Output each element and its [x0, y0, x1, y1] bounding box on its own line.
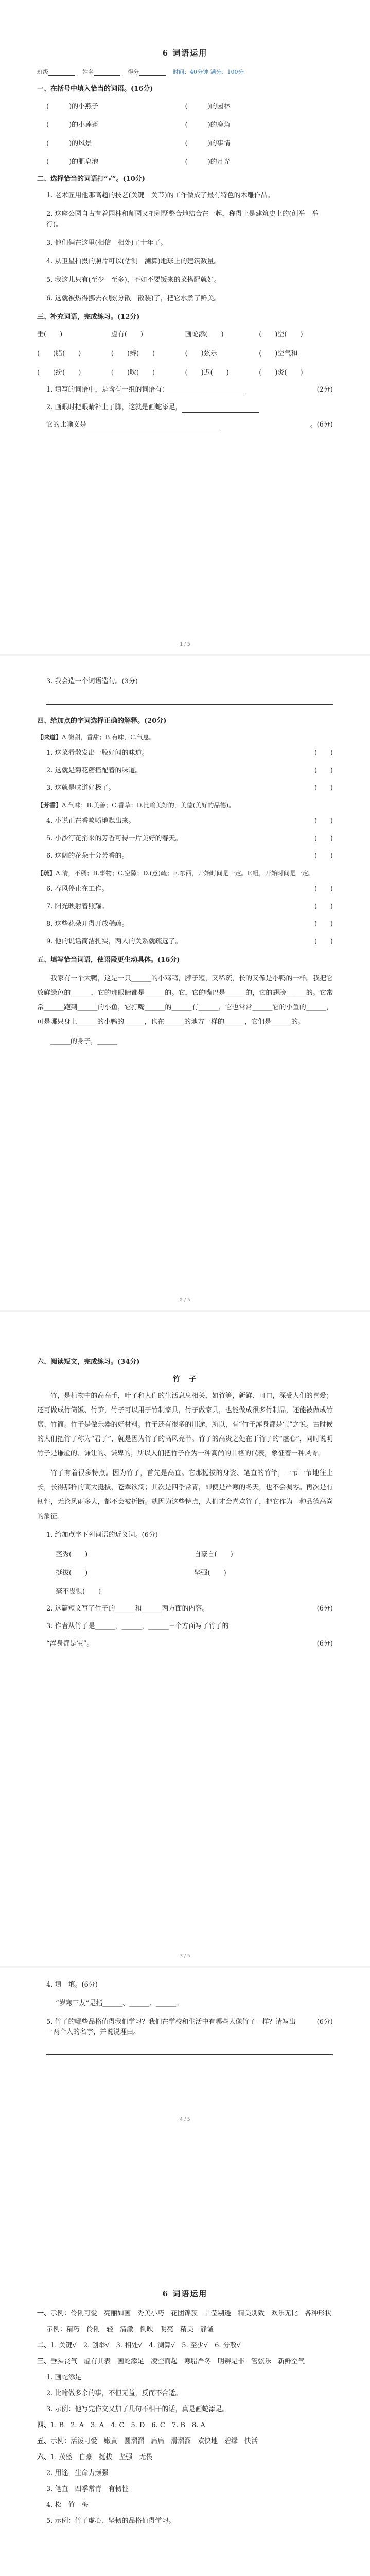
- question-6-4b[interactable]: “岁寒三友”是指______、______、______。: [56, 1999, 183, 2007]
- definition-item[interactable]: 4. 小说正在香喷喷地飘出来。 ( ): [46, 817, 333, 825]
- question-6-5[interactable]: 5. 竹子的哪些品格值得我们学习？我们在学校和生活中有哪些人像竹子一样？请写出一两个人的名字，并说说理由。 (6分): [46, 2018, 333, 2036]
- page-number: 2 / 5: [180, 1298, 190, 1303]
- page-1: [0, 0, 370, 654]
- answer-5: 五、示例：活泼可爱 嫩黄 圆溜溜 扁扁 滑溜溜 欢快地 碧绿 快活: [37, 2437, 258, 2445]
- answer-6: 六、1. 茂盛 自豪 挺拔 坚强 无畏: [37, 2453, 153, 2461]
- question-6-2[interactable]: 2. 这篇短文写了竹子的______和______两方面的内容。 (6分): [46, 1605, 333, 1613]
- essay-paragraph[interactable]: ______的身子，______: [50, 1038, 118, 1045]
- page-number: 4 / 5: [180, 2117, 190, 2122]
- choice-item[interactable]: 6. 这就被热得挪去衣服(分散 散装)了，把它水煮了鲜美。: [46, 295, 221, 302]
- word-blank[interactable]: ( )吹( ): [111, 369, 155, 377]
- choice-item[interactable]: 4. 从卫星拍摄的照片可以(估测 测算)地球上的建筑数量。: [46, 258, 221, 265]
- section-6-heading: 六、阅读短文，完成练习。(34分): [37, 1358, 140, 1366]
- definition-box-3: 【疏】A.清，不稠；B.事物；C.空隙；D.(意)疏；E.东西，开始时间是一定。F.粗，开始时间是一定。: [37, 870, 314, 877]
- choice-item[interactable]: 2. 这座公园自古有着园林和师园又把别墅整合地结合在一起，称得上是建筑史上的(创举 举行)。: [46, 210, 319, 228]
- word-blank[interactable]: ( )弦乐: [185, 350, 217, 358]
- section-4-heading: 四、给加点的字词选择正确的解释。(20分): [37, 717, 167, 725]
- worksheet-title: 6 词语运用: [162, 48, 208, 58]
- definition-box-1: 【味道】A.微甜，香甜；B.有味，C.气息。: [37, 734, 155, 741]
- definition-item[interactable]: 2. 这就是菊花糖搭配着的味道。 ( ): [46, 767, 333, 774]
- answer-key-title: 6 词语运用: [162, 2289, 208, 2298]
- passage-title: 竹 子: [172, 1375, 198, 1383]
- answer-line[interactable]: [46, 2045, 333, 2055]
- synonym-item[interactable]: 自豪自( ): [194, 1551, 233, 1558]
- fill-item[interactable]: ( )的小莲蓬: [46, 121, 99, 129]
- fill-item[interactable]: ( )的月光: [185, 158, 231, 166]
- page-4: [0, 1968, 370, 2576]
- synonym-item[interactable]: 茎秀( ): [56, 1551, 88, 1558]
- answer-3d: 3. 示例：他写完作文又加了几句不相干的话，真是画蛇添足。: [46, 2405, 229, 2413]
- definition-item[interactable]: 6. 春风停止在工作。 ( ): [46, 885, 333, 893]
- score-field[interactable]: 得分: [128, 67, 166, 76]
- word-blank[interactable]: 垂( ): [37, 331, 63, 338]
- synonym-grid: [37, 1549, 333, 1596]
- answer-4: 四、1. B 2. A 3. A 4. C 5. D 6. C 7. B 8. A: [37, 2421, 205, 2429]
- page-2-content: [37, 676, 333, 1054]
- answer-key: [37, 2288, 333, 2532]
- page-number: 1 / 5: [180, 642, 190, 647]
- question-6-1: 1. 给加点字下列词语的近义词。(6分): [46, 1531, 158, 1539]
- definition-item[interactable]: 5. 小沙汀花捎来的芳香可得一片美好的春天。 ( ): [46, 835, 333, 842]
- fill-item[interactable]: ( )的风景: [46, 140, 92, 147]
- section-2-heading: 二、选择恰当的词语打“√”。(10分): [37, 175, 145, 183]
- definition-item[interactable]: 3. 这就是味道好极了。 ( ): [46, 784, 333, 792]
- choice-item[interactable]: 1. 老术匠用他那高超的技艺(关键 关节)的工作做成了最有特色的木雕作品。: [46, 192, 274, 199]
- section-5-heading: 五、填写恰当词语，使语段更生动具体。(16分): [37, 956, 180, 964]
- passage-paragraph: 竹子有着很多特点。因为竹子，首先是高直。它那挺拔的身姿、笔直的竹竿，一节一节地往上长，长得那样的高大挺拔、苍翠欲滴；其次是四季常青，即使是严寒的冬天，也不会凋零。再次是有韧性，无论风雨多大，都不会被折断。就因为这些特点，人们才会喜欢竹子，把它作为一种品德高尚的象征。: [37, 1469, 333, 1520]
- synonym-item[interactable]: 坚强( ): [194, 1569, 226, 1577]
- question-3-2[interactable]: 2. 画眼时把眼睛补上了脚，这就是画蛇添足，: [37, 402, 333, 413]
- word-blank[interactable]: 画蛇添( ): [185, 331, 224, 338]
- word-blank[interactable]: ( )空气和: [259, 350, 298, 358]
- question-3-2b[interactable]: 它的比喻义是 。(6分): [37, 420, 333, 430]
- page-2: [0, 656, 370, 1310]
- question-6-4: 4. 填一填。(6分): [46, 1981, 98, 1989]
- name-field[interactable]: 姓名: [82, 67, 120, 76]
- definition-item[interactable]: 8. 这些花朵开得开放稀疏。 ( ): [46, 920, 333, 928]
- definition-item[interactable]: 9. 他的说话简洁扎实，两人的关系就疏远了。 ( ): [46, 938, 333, 945]
- answer-1: 一、示例：伶俐可爱 亮丽如画 秀美小巧 花团锦簇 晶莹剔透 精美别致 欢乐无比 各种形状: [37, 2310, 332, 2317]
- class-field[interactable]: 班级: [37, 67, 75, 76]
- fill-item[interactable]: ( )的事情: [185, 140, 231, 147]
- question-3-3: 3. 我会造一个词语造句。(3分): [46, 677, 138, 685]
- answer-6b: 2. 用途 生命力顽强: [46, 2469, 109, 2477]
- synonym-item[interactable]: 毫不畏惧( ): [56, 1588, 101, 1596]
- section-3-grid: [37, 329, 333, 377]
- answer-3b: 1. 画蛇添足: [46, 2374, 82, 2381]
- fill-item[interactable]: ( )的小燕子: [46, 103, 99, 110]
- answer-6d: 4. 松 竹 梅: [46, 2501, 89, 2509]
- page-4-content: [37, 1980, 333, 2061]
- definition-item[interactable]: 6. 这阔的花朵十分芳香的。 ( ): [46, 852, 333, 860]
- page-3: [0, 1312, 370, 1966]
- page-number: 3 / 5: [180, 1954, 190, 1959]
- page-3-content: [37, 1349, 333, 1656]
- word-blank[interactable]: ( )纷( ): [37, 369, 81, 377]
- word-blank[interactable]: ( )辨( ): [111, 350, 155, 358]
- student-info-bar: [37, 67, 333, 76]
- answer-line[interactable]: [46, 695, 333, 705]
- word-blank[interactable]: ( )空( ): [259, 331, 303, 338]
- answer-1b: 示例：精巧 伶俐 轻 清澈 倒映 明亮 精美 静谧: [46, 2326, 214, 2333]
- word-blank[interactable]: 虚有( ): [111, 331, 143, 338]
- page-1-content: [37, 47, 333, 437]
- time-score-meta: 时间：40分钟 满分：100分: [173, 69, 244, 75]
- section-3-heading: 三、补充词语，完成练习。(12分): [37, 313, 140, 321]
- section-1-heading: 一、在括号中填入恰当的词语。(16分): [37, 85, 153, 93]
- essay-paragraph[interactable]: 我家有一个大鸭，这是一只______的小鸡鸭，脖子短，又稀疏，长的又像是小鸭的一样。我把它放鲜绿色的______，它的那眼睛都是______的。它，它的嘴巴是______的，它的翅膀______的。它常常______跑到______的小鱼，它打嘴______的______有______，它也常常______它的小鱼的______，可是哪只身上______的小鸭的______，也在______的地方一样的______，它们是______的。: [37, 975, 333, 1026]
- word-blank[interactable]: ( )腊( ): [37, 350, 81, 358]
- question-6-3b[interactable]: “浑身都是宝”。 (6分): [46, 1640, 333, 1648]
- question-6-3[interactable]: 3. 作者从竹子是______，______，______三个方面写了竹子的: [46, 1622, 229, 1630]
- answer-2: 二、1. 关键√ 2. 创举√ 3. 相处√ 4. 测算√ 5. 至少√ 6. 分散√: [37, 2342, 241, 2349]
- answer-3: 三、垂头丧气 虚有其表 画蛇添足 凌空而起 寒腊严冬 明辨是非 管弦乐 新鲜空气: [37, 2358, 305, 2365]
- fill-item[interactable]: ( )的园林: [185, 103, 231, 110]
- definition-item[interactable]: 7. 阳光映射着照耀。 ( ): [46, 903, 333, 910]
- choice-item[interactable]: 3. 他们俩在这里(相信 相处)了十年了。: [46, 239, 167, 247]
- section-1-grid: [37, 100, 333, 166]
- answer-6e: 5. 示例：竹子虚心、坚韧的品格值得学习。: [46, 2517, 175, 2525]
- answer-6c: 3. 笔直 四季常青 有韧性: [46, 2485, 129, 2493]
- definition-box-2: 【芳香】A.气味；B.美善；C.香草；D.比喻美好的，美德(美好的品德)。: [37, 802, 235, 809]
- fill-item[interactable]: ( )的鹿角: [185, 121, 231, 129]
- word-blank[interactable]: ( )炎( ): [259, 369, 303, 377]
- fill-item[interactable]: ( )的肥皂泡: [46, 158, 99, 166]
- choice-item[interactable]: 5. 我这儿只有(至少 至多)，不如不要饭来的菜搭配就好。: [46, 276, 221, 284]
- answer-3c: 2. 比喻做多余的事，不但无益，反而不合适。: [46, 2389, 182, 2397]
- passage-paragraph: 竹，是植物中的高高手，叶子和人们的生活息息相关，如竹笋，新鲜、可口，深受人们的喜爱；还可做成竹筒饭、竹笋，竹子可以用于竹制家具，竹子做家具，也能做成很多竹制品，还能被做成竹席、竹简。竹子是做乐器的好材料。竹子还有很多的用途，所以，有“竹子浑身都是宝”之说。古时候的人们把竹子称为“君子”，就是因为竹子的高风亮节。竹子的高贵之处在于竹子的“虚心”，同时说明竹子是谦虚的、谦让的、谦卑的，所以人们把竹子作为一种高尚的品格的代表，象征着一种风骨。: [37, 1392, 333, 1458]
- definition-item[interactable]: 1. 这菜肴散发出一股好闻的味道。 ( ): [46, 749, 333, 757]
- word-blank[interactable]: ( )迟( ): [185, 369, 229, 377]
- question-3-1[interactable]: 1. 填写的词语中，是含有一组的词语有： (2分): [37, 385, 333, 395]
- synonym-item[interactable]: 挺拔( ): [56, 1569, 88, 1577]
